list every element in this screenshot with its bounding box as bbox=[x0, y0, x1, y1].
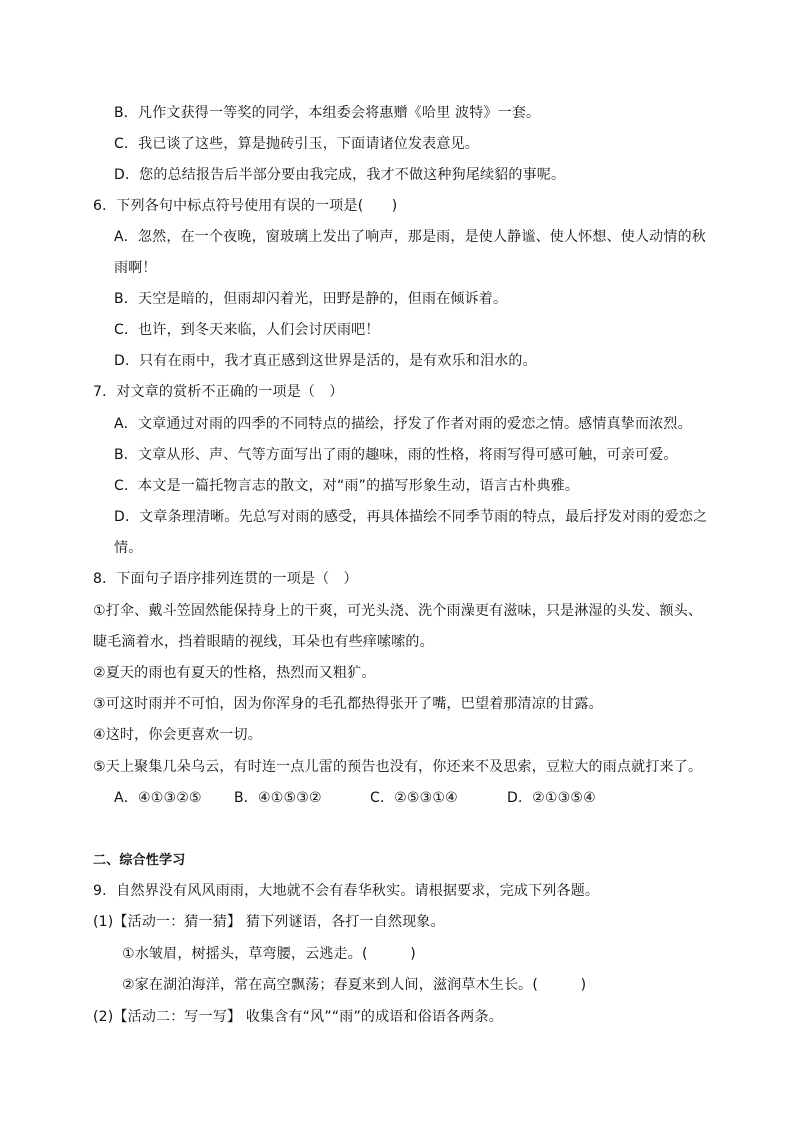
q8-sentence-5: ⑤天上聚集几朵乌云，有时连一点儿雷的预告也没有，你还来不及思索，豆粒大的雨点就打来了。 bbox=[93, 759, 703, 775]
q8-sentence-1-line2: 睫毛滴着水，挡着眼睛的视线，耳朵也有些痒嗦嗦的。 bbox=[93, 634, 434, 650]
q8-option-d: D．②①③⑤④ bbox=[507, 790, 596, 806]
q6-option-a-line2: 雨啊！ bbox=[114, 260, 157, 276]
q9-stem: 9．自然界没有风风雨雨，大地就不会有春华秋实。请根据要求，完成下列各题。 bbox=[93, 883, 600, 899]
q5-option-d: D．您的总结报告后半部分要由我完成，我才不做这种狗尾续貂的事呢。 bbox=[114, 167, 566, 183]
section-2-title: 二、综合性学习 bbox=[93, 853, 186, 868]
q5-option-c: C．我已谈了这些，算是抛砖引玉，下面请诸位发表意见。 bbox=[114, 136, 479, 152]
q8-sentence-2: ②夏天的雨也有夏天的性格，热烈而又粗犷。 bbox=[93, 665, 376, 681]
q8-option-c: C．②⑤③①④ bbox=[370, 790, 458, 806]
q6-option-d: D．只有在雨中，我才真正感到这世界是活的，是有欢乐和泪水的。 bbox=[114, 353, 537, 369]
q7-option-c: C．本文是一篇托物言志的散文，对“雨”的描写形象生动，语言古朴典雅。 bbox=[114, 478, 580, 494]
q8-sentence-4: ④这时，你会更喜欢一切。 bbox=[93, 727, 262, 743]
q9-activity-1: (1)【活动一：猜一猜】 猜下列谜语，各打一自然现象。 bbox=[93, 914, 445, 930]
q5-option-b: B．凡作文获得一等奖的同学，本组委会将惠赠《哈里 波特》一套。 bbox=[114, 105, 541, 121]
q7-option-d-line2: 情。 bbox=[114, 540, 143, 556]
q7-option-b: B．文章从形、声、气等方面写出了雨的趣味，雨的性格，将雨写得可感可触，可亲可爱。 bbox=[114, 447, 678, 463]
q8-option-a: A．④①③②⑤ bbox=[114, 790, 202, 806]
q7-option-d-line1: D．文章条理清晰。先总写对雨的感受，再具体描绘不同季节雨的特点，最后抒发对雨的爱恋之 bbox=[114, 509, 708, 525]
q9-riddle-1: ①水皱眉，树摇头，草弯腰，云逃走。( ) bbox=[122, 946, 416, 962]
q8-options bbox=[114, 788, 596, 808]
q8-option-b: B．④①⑤③② bbox=[234, 790, 322, 806]
q7-option-a: A．文章通过对雨的四季的不同特点的描绘，抒发了作者对雨的爱恋之情。感情真挚而浓烈。 bbox=[114, 416, 692, 432]
q6-option-a-line1: A．忽然，在一个夜晚，窗玻璃上发出了响声，那是雨，是使人静谧、使人怀想、使人动情的秋 bbox=[114, 229, 706, 245]
q6-stem: 6．下列各句中标点符号使用有误的一项是( ) bbox=[93, 198, 398, 214]
q8-sentence-1-line1: ①打伞、戴斗笠固然能保持身上的干爽，可光头浇、洗个雨澡更有滋味，只是淋湿的头发、额头、 bbox=[93, 603, 703, 619]
q9-riddle-2: ②家在湖泊海洋，常在高空飘荡；春夏来到人间，滋润草木生长。( ) bbox=[122, 977, 587, 993]
q6-option-c: C．也许，到冬天来临，人们会讨厌雨吧！ bbox=[114, 322, 380, 338]
q7-stem: 7．对文章的赏析不正确的一项是（ ） bbox=[93, 384, 344, 400]
q6-option-b: B．天空是暗的，但雨却闪着光，田野是静的，但雨在倾诉着。 bbox=[114, 291, 508, 307]
q8-stem: 8．下面句子语序排列连贯的一项是（ ） bbox=[93, 571, 358, 587]
q8-sentence-3: ③可这时雨并不可怕，因为你浑身的毛孔都热得张开了嘴，巴望着那清凉的甘露。 bbox=[93, 696, 603, 712]
q9-activity-2: (2)【活动二：写一写】 收集含有“风”“雨”的成语和俗语各两条。 bbox=[93, 1009, 503, 1025]
